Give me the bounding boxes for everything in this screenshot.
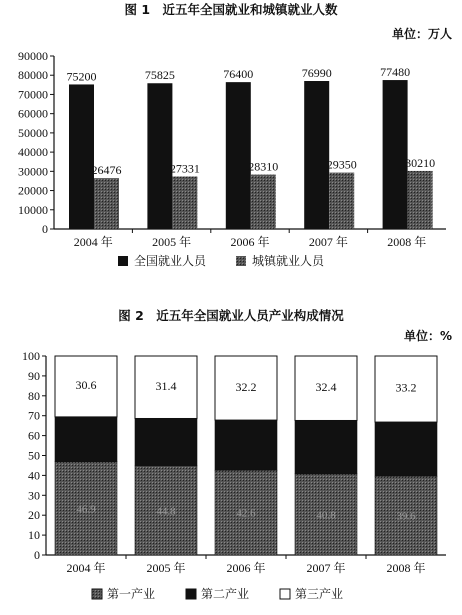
- chart1-x-tick-label: 2008 年: [387, 235, 427, 249]
- chart1-bar-total: [304, 81, 329, 229]
- chart1-data-label-total: 76990: [301, 66, 332, 81]
- chart2-x-tick-label: 2008 年: [386, 561, 426, 575]
- chart1-y-tick-label: 10000: [18, 202, 48, 217]
- chart2-y-tick-label: 0: [34, 548, 40, 562]
- chart2-legend-label-2: 第二产业: [201, 587, 250, 601]
- chart2-x-tick-label: 2007 年: [306, 561, 346, 575]
- chart2-legend-label-3: 第三产业: [295, 587, 344, 601]
- chart2-y-tick-label: 20: [28, 508, 40, 523]
- chart1-y-tick-label: 60000: [18, 106, 48, 121]
- chart2-data-label-3: 30.6: [75, 378, 97, 393]
- chart2-data-label-3: 31.4: [155, 378, 177, 393]
- chart1-data-label-total: 77480: [380, 65, 411, 80]
- chart2-y-tick-label: 60: [28, 428, 40, 443]
- chart1-title: 图 1 近五年全国就业和城镇就业人数: [124, 2, 338, 17]
- chart1-y-tick-label: 70000: [18, 87, 48, 102]
- chart1-data-label-urban: 29350: [326, 157, 357, 172]
- chart1-x-tick-label: 2007 年: [308, 235, 348, 249]
- chart1-y-tick-label: 20000: [18, 183, 48, 198]
- chart2-x-tick-label: 2006 年: [226, 561, 266, 575]
- chart2-legend-swatch-3: [280, 589, 290, 599]
- chart1-data-label-total: 75200: [66, 69, 97, 84]
- chart2-data-label-3: 33.2: [395, 380, 417, 395]
- chart1-bar-urban: [94, 178, 119, 229]
- chart1-data-label-urban: 28310: [248, 159, 279, 174]
- chart2-data-label-1: 44.8: [156, 505, 176, 518]
- chart2-plot: [22, 349, 446, 601]
- chart2-bar-segment-2: [55, 417, 117, 462]
- chart1-bar-total: [383, 80, 408, 229]
- chart1-bar-total: [226, 82, 251, 229]
- chart1-data-label-urban: 26476: [91, 163, 122, 178]
- chart1-y-tick-label: 90000: [18, 49, 48, 63]
- chart2-legend-swatch-2: [186, 589, 196, 599]
- chart1-data-label-urban: 27331: [169, 161, 200, 176]
- chart1-legend-swatch-total: [118, 256, 128, 266]
- chart1-legend-swatch-urban: [236, 256, 246, 266]
- chart2-bar-segment-2: [375, 422, 437, 476]
- chart2-y-tick-label: 70: [28, 408, 40, 423]
- chart2-y-tick-label: 90: [28, 368, 40, 383]
- chart1-x-tick-label: 2004 年: [73, 235, 113, 249]
- chart2-y-tick-label: 10: [28, 528, 40, 543]
- chart2-bar-segment-2: [215, 420, 277, 470]
- chart2-x-tick-label: 2004 年: [66, 561, 106, 575]
- chart1-x-tick-label: 2005 年: [152, 235, 192, 249]
- chart2-unit: 单位：%: [403, 329, 452, 343]
- chart2-y-tick-label: 50: [28, 448, 40, 463]
- chart2-bar-segment-2: [135, 418, 197, 465]
- chart2-y-tick-label: 80: [28, 388, 40, 403]
- chart2-data-label-3: 32.2: [235, 379, 257, 394]
- chart1-y-tick-label: 50000: [18, 125, 48, 140]
- chart1-y-tick-label: 80000: [18, 68, 48, 83]
- chart1-legend-label-urban: 城镇就业人员: [252, 254, 325, 268]
- chart2-x-tick-label: 2005 年: [146, 561, 186, 575]
- chart2-data-label-1: 40.8: [316, 509, 336, 522]
- chart2-y-tick-label: 40: [28, 468, 40, 483]
- chart2-data-label-1: 39.6: [396, 510, 416, 523]
- chart2-y-tick-label: 100: [22, 349, 40, 363]
- chart1-bar-total: [147, 83, 172, 229]
- chart2-data-label-1: 46.9: [76, 503, 96, 516]
- chart2-bar-segment-2: [295, 420, 357, 473]
- chart1-data-label-urban: 30210: [405, 155, 436, 170]
- chart1-bar-urban: [329, 173, 354, 229]
- chart1-bar-urban: [251, 175, 276, 229]
- chart1-data-label-total: 75825: [144, 68, 175, 83]
- chart2-legend-label-1: 第一产业: [107, 587, 156, 601]
- chart1-x-tick-label: 2006 年: [230, 235, 270, 249]
- chart2-y-tick-label: 30: [28, 488, 40, 503]
- chart1-y-tick-label: 40000: [18, 145, 48, 160]
- chart1-bar-total: [69, 84, 94, 229]
- chart2-legend-swatch-1: [92, 589, 102, 599]
- chart1-bar-urban: [172, 176, 197, 229]
- chart2-data-label-3: 32.4: [315, 379, 337, 394]
- chart1-y-tick-label: 0: [42, 222, 48, 236]
- chart1-bar-urban: [408, 171, 433, 229]
- chart2-title: 图 2 近五年全国就业人员产业构成情况: [118, 308, 344, 323]
- chart1-y-tick-label: 30000: [18, 164, 48, 179]
- chart1-unit: 单位：万人: [391, 27, 452, 41]
- chart1-plot: [18, 49, 446, 268]
- chart1-data-label-total: 76400: [223, 67, 254, 82]
- chart2-data-label-1: 42.6: [236, 507, 256, 520]
- chart1-legend-label-total: 全国就业人员: [134, 254, 207, 268]
